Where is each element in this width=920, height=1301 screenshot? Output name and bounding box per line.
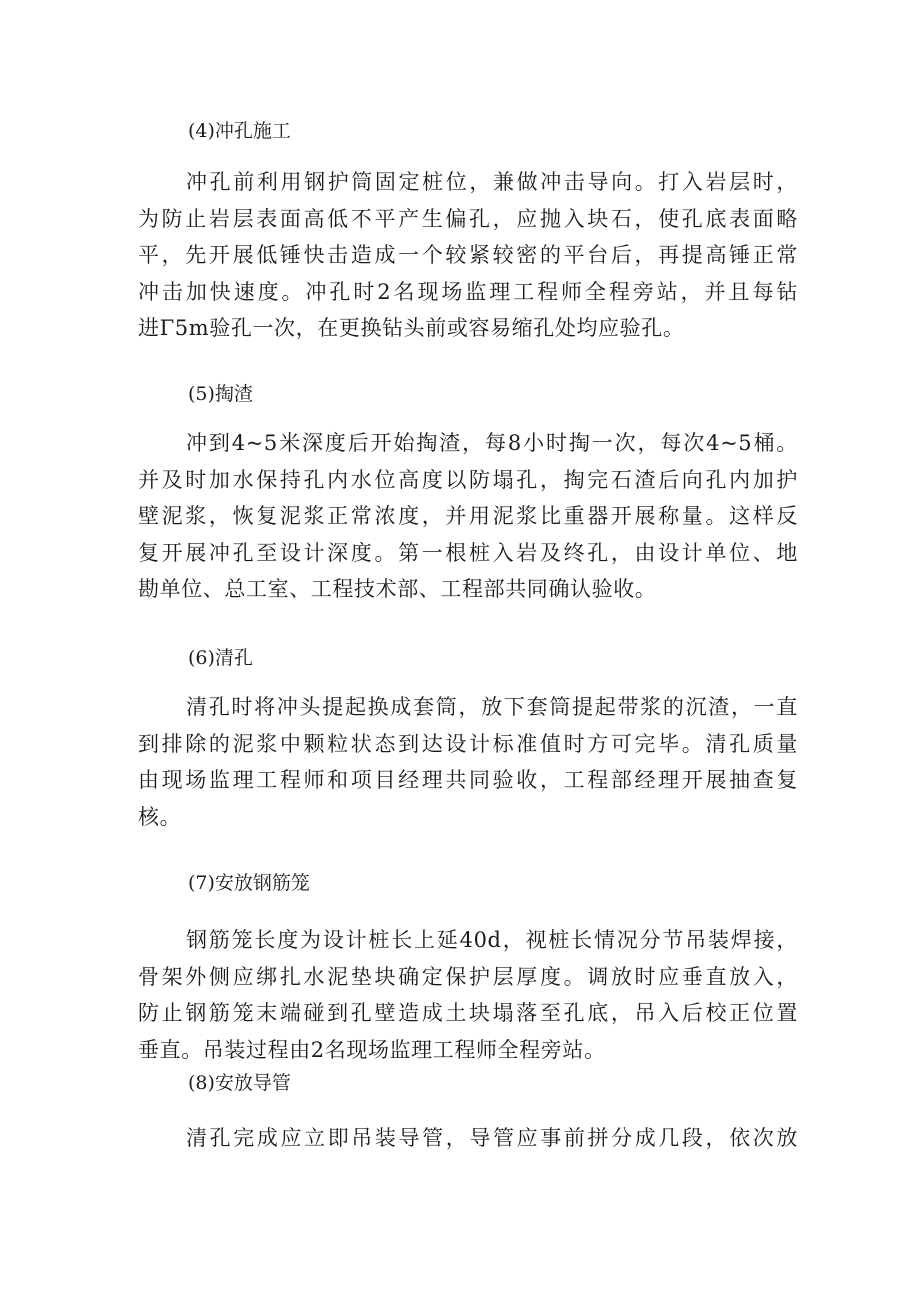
section-heading-6: (6)清孔 — [188, 647, 253, 669]
paragraph-line: 冲击加快速度。冲孔时2名现场监理工程师全程旁站，并且每钻 — [138, 279, 798, 304]
section-heading-8: (8)安放导管 — [188, 1072, 291, 1094]
paragraph-line: 并及时加水保持孔内水位高度以防塌孔，掏完石渣后向孔内加护 — [138, 467, 798, 492]
paragraph-line: 复开展冲孔至设计深度。第一根桩入岩及终孔，由设计单位、地 — [138, 540, 798, 565]
paragraph-line: 钢筋笼长度为设计桩长上延40d，视桩长情况分节吊装焊接， — [186, 928, 798, 952]
section-heading-4: (4)冲孔施工 — [188, 120, 291, 142]
paragraph-line: 壁泥浆，恢复泥浆正常浓度，并用泥浆比重器开展称量。这样反 — [138, 504, 798, 528]
section-paragraph-7 — [138, 922, 798, 1068]
paragraph-line: 平，先开展低锤快击造成一个较紧较密的平台后，再提高锤正常 — [138, 243, 798, 267]
section-paragraph-8 — [138, 1120, 798, 1157]
paragraph-line: 到排除的泥浆中颗粒状态到达设计标准值时方可完毕。清孔质量 — [138, 731, 798, 756]
paragraph-line: 冲孔前利用钢护筒固定桩位，兼做冲击导向。打入岩层时， — [186, 170, 798, 194]
paragraph-line: 为防止岩层表面高低不平产生偏孔，应抛入块石，使孔底表面略 — [138, 206, 798, 231]
paragraph-line: 清孔完成应立即吊装导管，导管应事前拼分成几段，依次放 — [186, 1126, 798, 1150]
paragraph-line: 勘单位、总工室、工程技术部、工程部共同确认验收。 — [138, 577, 657, 601]
section-paragraph-4 — [138, 164, 798, 347]
section-heading-7: (7)安放钢筋笼 — [188, 872, 310, 894]
paragraph-line: 防止钢筋笼末端碰到孔壁造成土块塌落至孔底，吊入后校正位置 — [138, 1001, 798, 1025]
section-paragraph-5 — [138, 425, 798, 608]
paragraph-line: 核。 — [138, 804, 182, 829]
paragraph-line: 骨架外侧应绑扎水泥垫块确定保护层厚度。调放时应垂直放入， — [138, 964, 798, 989]
paragraph-line: 垂直。吊装过程由2名现场监理工程师全程旁站。 — [138, 1037, 606, 1062]
section-paragraph-6 — [138, 689, 798, 835]
paragraph-line: 清孔时将冲头提起换成套筒，放下套筒提起带浆的沉渣，一直 — [186, 695, 798, 719]
paragraph-line: 由现场监理工程师和项目经理共同验收，工程部经理开展抽查复 — [138, 768, 798, 792]
paragraph-line: 进Γ5m验孔一次，在更换钻头前或容易缩孔处均应验孔。 — [138, 316, 685, 340]
section-heading-5: (5)掏渣 — [188, 383, 253, 405]
paragraph-line: 冲到4~5米深度后开始掏渣，每8小时掏一次，每次4~5桶。 — [186, 431, 798, 455]
